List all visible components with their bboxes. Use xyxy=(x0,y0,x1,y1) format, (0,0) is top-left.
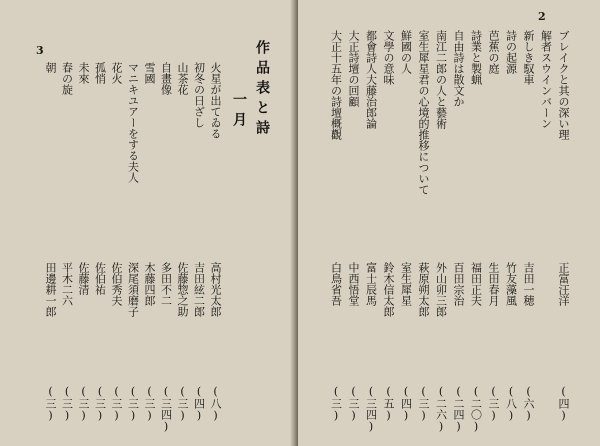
toc-entry-page: (四) xyxy=(557,385,570,422)
toc-entry-title: 詩の起源 xyxy=(504,30,518,74)
toc-entry-page: (三) xyxy=(329,385,343,422)
toc-entry-page: (二〇) xyxy=(469,385,483,433)
toc-entry-title: 南江二郎の人と藝術 xyxy=(434,30,448,129)
right-page xyxy=(298,0,600,446)
left-page xyxy=(0,0,297,446)
toc-entry-title: 芭蕉の庭 xyxy=(487,30,500,74)
toc-entry-title: 解者スウインバーン xyxy=(539,30,553,129)
toc-entry-author: 百田宗治 xyxy=(452,262,465,306)
toc-entry-title: ブレイクと其の深い理 xyxy=(557,30,570,140)
toc-entry-author: 吉田一穂 xyxy=(522,262,535,306)
toc-entry-page: (三) xyxy=(176,385,189,422)
toc-entry-title: 春の旋 xyxy=(60,62,74,95)
section-title: 作品表と詩 xyxy=(254,40,270,140)
toc-entry-title: 初冬の日ざし xyxy=(192,62,206,128)
toc-entry-author: 中西悟堂 xyxy=(347,262,360,306)
toc-entry-title: 朝 xyxy=(44,62,57,73)
toc-entry-page: (四) xyxy=(399,385,413,422)
toc-entry-title: 新しき馭車 xyxy=(522,30,535,85)
toc-entry-page: (三) xyxy=(60,385,74,422)
page-number: 2 xyxy=(538,10,546,23)
page-number: 3 xyxy=(36,44,44,57)
toc-entry-page: (三) xyxy=(126,385,140,422)
toc-entry-page: (三) xyxy=(347,385,360,422)
toc-entry-page: (三四) xyxy=(159,385,173,433)
toc-entry-author: 高村光太郎 xyxy=(209,262,222,317)
toc-entry-page: (五) xyxy=(382,385,395,422)
toc-entry-page: (四) xyxy=(192,385,206,422)
toc-entry-page: (三) xyxy=(44,385,57,422)
toc-entry-title: 山茶花 xyxy=(176,62,189,95)
toc-entry-author: 外山卯三郎 xyxy=(434,262,448,317)
toc-entry-page: (三) xyxy=(93,385,107,422)
month-heading: 一月 xyxy=(231,92,247,132)
toc-entry-title: 大正十五年の詩壇概觀 xyxy=(329,30,343,140)
toc-entry-author: 竹友藻風 xyxy=(504,262,518,306)
toc-entry-title: 雪國 xyxy=(143,62,156,84)
toc-entry-author: 木藤四郎 xyxy=(143,262,156,306)
toc-entry-author: 多田不二 xyxy=(159,262,173,306)
toc-entry-page: (二六) xyxy=(434,385,448,433)
toc-entry-page: (三) xyxy=(110,385,123,422)
toc-entry-author: 佐藤惣之助 xyxy=(176,262,189,317)
toc-entry-author: 白鳥省吾 xyxy=(329,262,343,306)
toc-entry-title: マニキユアーをする夫人 xyxy=(126,62,140,183)
toc-entry-author: 福田正夫 xyxy=(469,262,483,306)
toc-entry-author: 富士辰馬 xyxy=(364,262,378,306)
toc-entry-author: 佐藤清 xyxy=(77,262,90,295)
toc-entry-page: (三) xyxy=(143,385,156,422)
toc-entry-title: 文學の意味 xyxy=(382,30,395,85)
toc-entry-page: (三) xyxy=(487,385,500,422)
toc-entry-title: 未來 xyxy=(77,62,90,84)
toc-entry-title: 詩業と製蝋 xyxy=(469,30,483,85)
toc-entry-author: 深尾須磨子 xyxy=(126,262,140,317)
toc-entry-author: 佐伯祐 xyxy=(93,262,107,295)
toc-entry-title: 室生犀星君の心境的推移について xyxy=(417,30,430,195)
toc-entry-page: (八) xyxy=(209,385,222,422)
toc-entry-page: (八) xyxy=(504,385,518,422)
toc-entry-page: (三四) xyxy=(364,385,378,433)
toc-entry-author: 平木二六 xyxy=(60,262,74,306)
toc-entry-author: 萩原朔太郎 xyxy=(417,262,430,317)
toc-entry-page: (三) xyxy=(417,385,430,422)
toc-entry-title: 自畫像 xyxy=(159,62,173,95)
toc-entry-title: 孤悄 xyxy=(93,62,107,84)
toc-entry-page: (六) xyxy=(522,385,535,422)
toc-entry-title: 大正詩壇の回顧 xyxy=(347,30,360,107)
toc-entry-author: 正富汪洋 xyxy=(557,262,570,306)
toc-entry-title: 自由詩は散文か xyxy=(452,30,465,107)
toc-entry-title: 都會詩人大藤治郎論 xyxy=(364,30,378,129)
toc-entry-author: 鈴木信太郎 xyxy=(382,262,395,317)
toc-entry-author: 田邊耕一郎 xyxy=(44,262,57,317)
toc-entry-title: 火星が出てゐる xyxy=(209,62,222,139)
toc-entry-author: 室生犀星 xyxy=(399,262,413,306)
toc-entry-page: (三) xyxy=(77,385,90,422)
toc-entry-author: 佐伯秀夫 xyxy=(110,262,123,306)
toc-entry-title: 鮮國の人 xyxy=(399,30,413,74)
toc-entry-title: 花火 xyxy=(110,62,123,84)
toc-entry-page: (二四) xyxy=(452,385,465,433)
toc-entry-author: 吉田絃二郎 xyxy=(192,262,206,317)
toc-entry-author: 生田春月 xyxy=(487,262,500,306)
